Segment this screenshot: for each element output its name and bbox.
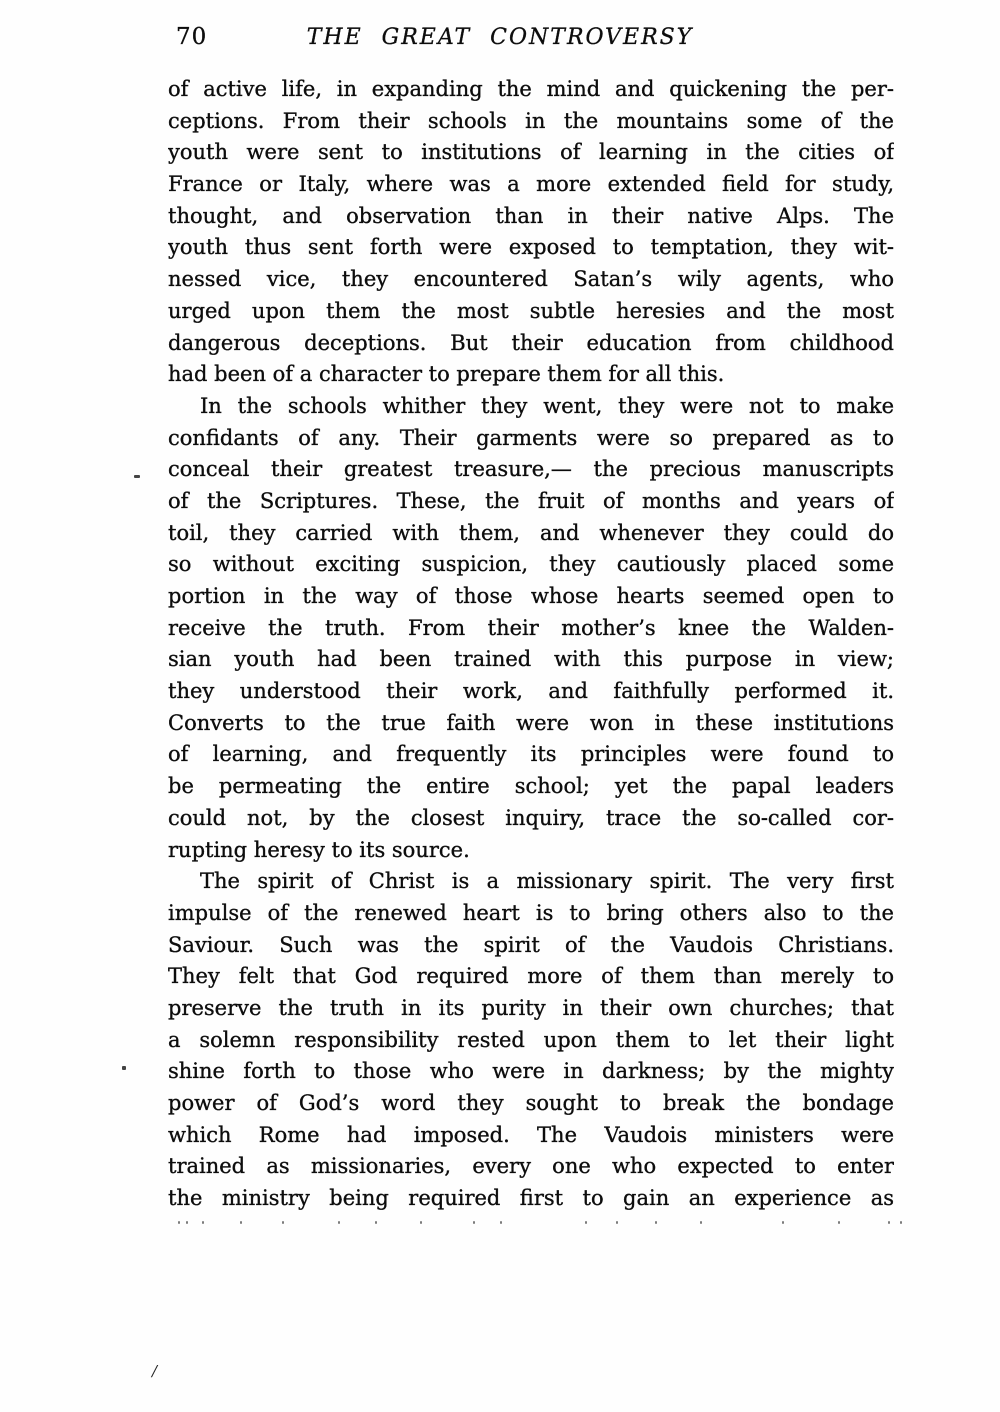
scan-speck [178, 1221, 180, 1224]
text-line: could not, by the closest inquiry, trace the so-called cor- [168, 805, 894, 830]
text-line: urged upon them the most subtle heresies and the most [168, 298, 894, 323]
scan-speck [700, 1221, 702, 1224]
text-line: receive the truth. From their mother’s knee the Walden- [168, 615, 894, 640]
text-line: of the Scriptures. These, the fruit of months and years of [168, 488, 894, 513]
text-line: youth were sent to institutions of learning in the cities of [168, 140, 894, 165]
text-line: shine forth to those who were in darkness; by the mighty [168, 1059, 894, 1084]
text-line: dangerous deceptions. But their education from childhood [168, 330, 894, 355]
paragraph [168, 866, 894, 1215]
scan-speck [616, 1221, 618, 1224]
scan-speck [338, 1221, 340, 1224]
text-block [168, 74, 894, 1215]
scan-speck [782, 1221, 784, 1224]
text-line: be permeating the entire school; yet the papal leaders [168, 774, 894, 799]
text-line: France or Italy, where was a more extended field for study, [168, 172, 894, 197]
text-line: power of God’s word they sought to break the bondage [168, 1091, 894, 1115]
text-line: confidants of any. Their garments were so prepared as to [168, 425, 894, 450]
scan-speck [900, 1221, 902, 1224]
text-line: Saviour. Such was the spirit of the Vaudois Christians. [168, 932, 894, 957]
scan-speck [838, 1221, 840, 1224]
scan-speck [202, 1221, 204, 1224]
text-line: They felt that God required more of them than merely to [168, 964, 894, 989]
text-line: youth thus sent forth were exposed to temptation, they wit- [168, 235, 894, 260]
page-number: 70 [176, 24, 208, 50]
paragraph [168, 74, 894, 391]
text-line: portion in the way of those whose hearts seemed open to [168, 584, 894, 608]
text-line: the ministry being required first to gain an experience as [168, 1186, 894, 1211]
text-line: impulse of the renewed heart is to bring others also to the [168, 900, 894, 925]
text-line: of learning, and frequently its principles were found to [168, 742, 894, 767]
text-line: toil, they carried with them, and whenever they could do [168, 520, 894, 545]
text-line: Converts to the true faith were won in these institutions [168, 710, 894, 735]
text-line: nessed vice, they encountered Satan’s wily agents, who [168, 267, 894, 292]
text-line: The spirit of Christ is a missionary spirit. The very first [200, 869, 894, 894]
scan-speck [240, 1221, 242, 1224]
scan-speck [375, 1221, 377, 1224]
text-line: In the schools whither they went, they were not to make [200, 393, 894, 418]
text-line: thought, and observation than in their native Alps. The [168, 203, 894, 228]
scan-speck [655, 1221, 657, 1224]
scan-speck [420, 1221, 422, 1224]
text-line: had been of a character to prepare them for all this. [168, 362, 725, 387]
text-line: which Rome had imposed. The Vaudois ministers were [168, 1122, 894, 1147]
text-line: they understood their work, and faithfully performed it. [168, 679, 894, 704]
scan-speck [585, 1221, 587, 1224]
stray-mark: / [152, 1362, 158, 1380]
text-line: sian youth had been trained with this purpose in view; [168, 647, 894, 672]
paragraph [168, 391, 894, 866]
text-line: so without exciting suspicion, they cautiously placed some [168, 552, 894, 577]
text-line: of active life, in expanding the mind and quickening the per- [168, 77, 894, 101]
scan-speck [473, 1221, 475, 1224]
running-title: THE GREAT CONTROVERSY [306, 25, 694, 50]
text-line: trained as missionaries, every one who expected to enter [168, 1154, 894, 1179]
text-line: rupting heresy to its source. [168, 837, 470, 862]
scan-speck [500, 1221, 502, 1224]
text-line: a solemn responsibility rested upon them to let their light [168, 1027, 894, 1052]
text-line: preserve the truth in its purity in their own churches; that [168, 995, 894, 1020]
scan-speck [888, 1221, 890, 1224]
scan-speck [134, 475, 140, 478]
scan-speck [282, 1221, 284, 1224]
text-line: conceal their greatest treasure,— the precious manuscripts [168, 457, 894, 482]
scan-speck [122, 1066, 126, 1070]
scan-speck [186, 1221, 188, 1224]
text-line: ceptions. From their schools in the mountains some of the [168, 108, 894, 133]
